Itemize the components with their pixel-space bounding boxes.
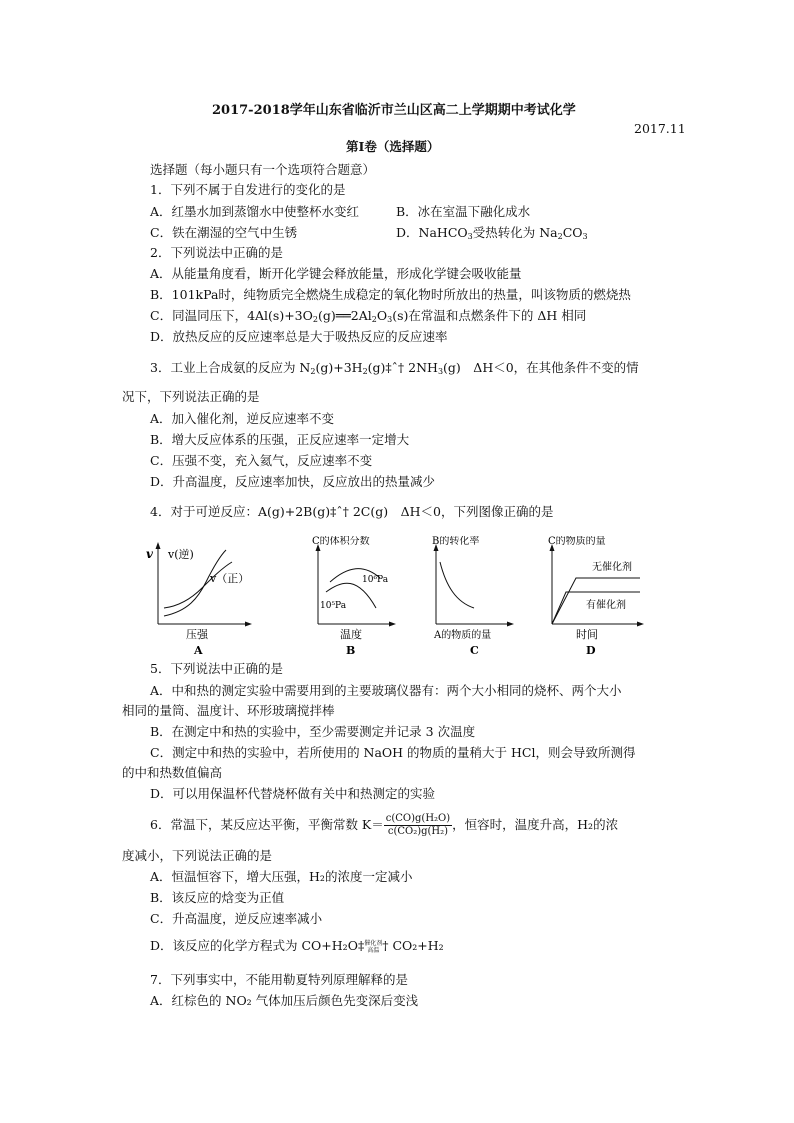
q2-stem: 2．下列说法中正确的是 (150, 245, 283, 260)
q5-option-c-1: C．测定中和热的实验中，若所使用的 NaOH 的物质的量稍大于 HCl，则会导致所测得 (150, 745, 636, 760)
graph-d-cat-label: 有催化剂 (586, 600, 626, 611)
graph-d-letter: D (586, 644, 596, 657)
q1-stem: 1．下列不属于自发进行的变化的是 (150, 182, 346, 197)
graph-b-curve-hi-label: 10⁶Pa (362, 575, 389, 585)
q6-option-c: C．升高温度，逆反应速率减小 (150, 911, 323, 926)
paper-title: 2017-2018学年山东省临沂市兰山区高二上学期期中考试化学 (212, 103, 576, 118)
q7-stem: 7．下列事实中，不能用勒夏特列原理解释的是 (150, 972, 408, 987)
q1-option-b: B．冰在室温下融化成水 (396, 204, 531, 219)
graph-a-curve-fwd (164, 562, 232, 608)
q2-option-c: C．同温同压下，$4Al(s)+3O_2(g)══2Al_2O_3(s)$在常温和点燃条件下的 ΔH 相同 (150, 308, 587, 324)
q2-option-b: B．101kPa时，纯物质完全燃烧生成稳定的氧化物时所放出的热量，叫该物质的燃烧热 (150, 287, 631, 302)
q5-stem: 5．下列说法中正确的是 (150, 661, 283, 676)
exam-date: 2017.11 (634, 121, 686, 136)
graph-a (146, 542, 252, 657)
graph-c (432, 536, 514, 657)
q6-option-b: B．该反应的焓变为正值 (150, 890, 285, 905)
q4-stem: 4．对于可逆反应：A(g)+2B(g)‡ˆ† 2C(g) ΔH＜0，下列图像正确的是 (150, 504, 554, 519)
q6-stem: 6．常温下，某反应达平衡，平衡常数 K＝ $\frac{\text{c(CO)g(H₂O)}}{\text{c(CO₂)g(H₂)}}$ ，恒容时，温度升高，H₂的浓 (150, 813, 619, 837)
q3-option-d: D．升高温度，反应速率加快，反应放出的热量减少 (150, 474, 436, 489)
q1-option-d: D．NaHCO$_3$受热转化为 $Na_2CO_3$ (396, 225, 588, 241)
q6-option-d: D．该反应的化学方程式为 CO+H₂O‡ 催化剂 高温 † CO₂+H₂ (150, 938, 444, 954)
graph-c-ylabel: B的转化率 (432, 536, 480, 547)
graph-a-curve-fwd-label: v（正） (210, 572, 250, 585)
graph-d-ylabel: C的物质的量 (548, 536, 606, 547)
graph-a-curve-rev-label: v(逆) (168, 548, 194, 561)
equilibrium-constant-fraction: $\frac{\text{c(CO)g(H₂O)}}{\text{c(CO₂)g(H₂)}}$ (385, 813, 451, 837)
graph-a-letter: A (194, 644, 203, 657)
q2-option-a: A．从能量角度看，断开化学键会释放能量，形成化学键会吸收能量 (150, 266, 522, 281)
q3-option-c: C．压强不变，充入氦气，反应速率不变 (150, 453, 373, 468)
q5-option-c-2: 的中和热数值偏高 (122, 765, 223, 780)
q7-option-a: A．红棕色的 NO₂ 气体加压后颜色先变深后变浅 (150, 993, 419, 1008)
graph-c-curve (440, 562, 474, 608)
q2-option-d: D．放热反应的反应速率总是大于吸热反应的反应速率 (150, 329, 448, 344)
graph-c-letter: C (470, 644, 479, 657)
q5-option-a-2: 相同的量筒、温度计、环形玻璃搅拌棒 (122, 703, 335, 718)
reaction-condition: 催化剂 高温 (364, 939, 383, 954)
q1-option-c: C．铁在潮湿的空气中生锈 (150, 225, 298, 240)
graph-c-xlabel: A的物质的量 (434, 630, 492, 641)
q3-option-a: A．加入催化剂，逆反应速率不变 (150, 411, 335, 426)
q3-stem-cont: 况下，下列说法正确的是 (122, 389, 260, 404)
graph-b (312, 536, 396, 657)
graph-a-xlabel: 压强 (186, 628, 208, 641)
graph-b-ylabel: C的体积分数 (312, 536, 370, 547)
q3-stem: 3．工业上合成氨的反应为 $N_2(g)+3H_2(g)\ddagger ˆ\dagger$ $2NH_3(g)$ ΔH＜0，在其他条件不变的情 (150, 360, 639, 376)
q3-option-b: B．增大反应体系的压强，正反应速率一定增大 (150, 432, 410, 447)
q1-option-a: A．红墨水加到蒸馏水中使整杯水变红 (150, 204, 360, 219)
graph-d-xlabel: 时间 (576, 628, 598, 641)
graph-b-letter: B (346, 644, 356, 657)
section-title: 第Ⅰ卷（选择题） (346, 139, 440, 154)
q5-option-d: D．可以用保温杯代替烧杯做有关中和热测定的实验 (150, 786, 436, 801)
section-instruction: 选择题（每小题只有一个选项符合题意） (150, 162, 376, 177)
q5-option-a-1: A．中和热的测定实验中需要用到的主要玻璃仪器有：两个大小相同的烧杯、两个大小 (150, 683, 622, 698)
q6-option-a: A．恒温恒容下，增大压强，H₂的浓度一定减小 (150, 869, 413, 884)
q5-option-b: B．在测定中和热的实验中，至少需要测定并记录 3 次温度 (150, 724, 476, 739)
q6-stem-cont: 度减小，下列说法正确的是 (122, 848, 273, 863)
graph-d (548, 536, 644, 657)
graph-d-no-cat-label: 无催化剂 (592, 562, 632, 573)
q4-graphs (140, 536, 660, 660)
graph-b-curve-lo-label: 10⁵Pa (320, 601, 347, 611)
graph-b-xlabel: 温度 (340, 628, 362, 641)
graph-a-ylabel: v (146, 547, 153, 561)
